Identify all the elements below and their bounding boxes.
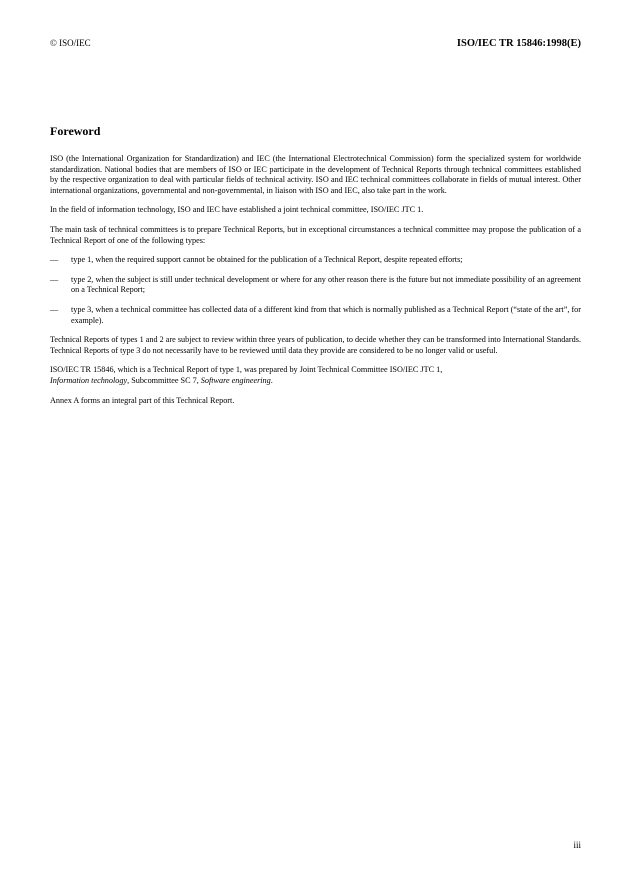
copyright-notice: © ISO/IEC (50, 38, 91, 48)
foreword-title: Foreword (50, 124, 101, 138)
preparation-text-part3: . (270, 375, 273, 385)
paragraph-review: Technical Reports of types 1 and 2 are subject to review within three years of publication, to decide whether they can be transformed into International Standards. Technical Reports of type 3 do not necessarily have to be reviewed until data they provide are considered to be no longer valid or useful. (50, 335, 581, 355)
list-dash: — (50, 274, 59, 284)
list-dash: — (50, 304, 59, 314)
list-item-text: type 3, when a technical committee has collected data of a different kind from that which is normally published as a Technical Report (“state of the art”, for example). (71, 304, 581, 325)
paragraph-annex: Annex A forms an integral part of this Technical Report. (50, 395, 235, 405)
list-item-text: type 2, when the subject is still under technical development or where for any other reason there is the future but not immediate possibility of an agreement on a Technical Report; (71, 274, 581, 295)
paragraph-jtc1: In the field of information technology, ISO and IEC have established a joint technical committee, ISO/IEC JTC 1. (50, 205, 424, 215)
paragraph-preparation (50, 365, 581, 386)
preparation-italic-se: Software engineering (200, 375, 271, 385)
preparation-italic-it: Information technology (50, 375, 128, 385)
preparation-text-part1: ISO/IEC TR 15846, which is a Technical Report of type 1, was prepared by Joint Technical Committee ISO/IEC JTC 1, (50, 365, 443, 375)
paragraph-iso-iec-intro: ISO (the International Organization for Standardization) and IEC (the International Electrotechnical Commission) form the specialized system for worldwide standardization. National bodies that are members of ISO or IEC participate in the development of Technical Reports through technical committees established by the respective organization to deal with particular fields of technical activity. ISO and IEC technical committees collaborate in fields of mutual interest. Other international organizations, governmental and non-governmental, in liaison with ISO and IEC, also take part in the work. (50, 154, 581, 195)
list-item-type-3 (50, 305, 581, 326)
list-item-type-1 (50, 255, 581, 266)
paragraph-main-task: The main task of technical committees is to prepare Technical Reports, but in exceptional circumstances a technical committee may propose the publication of a Technical Report of one of the following types: (50, 224, 581, 245)
list-item-text: type 1, when the required support cannot be obtained for the publication of a Technical Report, despite repeated efforts; (71, 255, 463, 265)
page-number: iii (573, 840, 581, 850)
document-identifier: ISO/IEC TR 15846:1998(E) (456, 38, 581, 49)
foreword-section (50, 124, 581, 415)
preparation-text-part2: , Subcommittee SC 7, (127, 375, 201, 385)
list-dash: — (50, 255, 59, 265)
list-item-type-2 (50, 275, 581, 296)
